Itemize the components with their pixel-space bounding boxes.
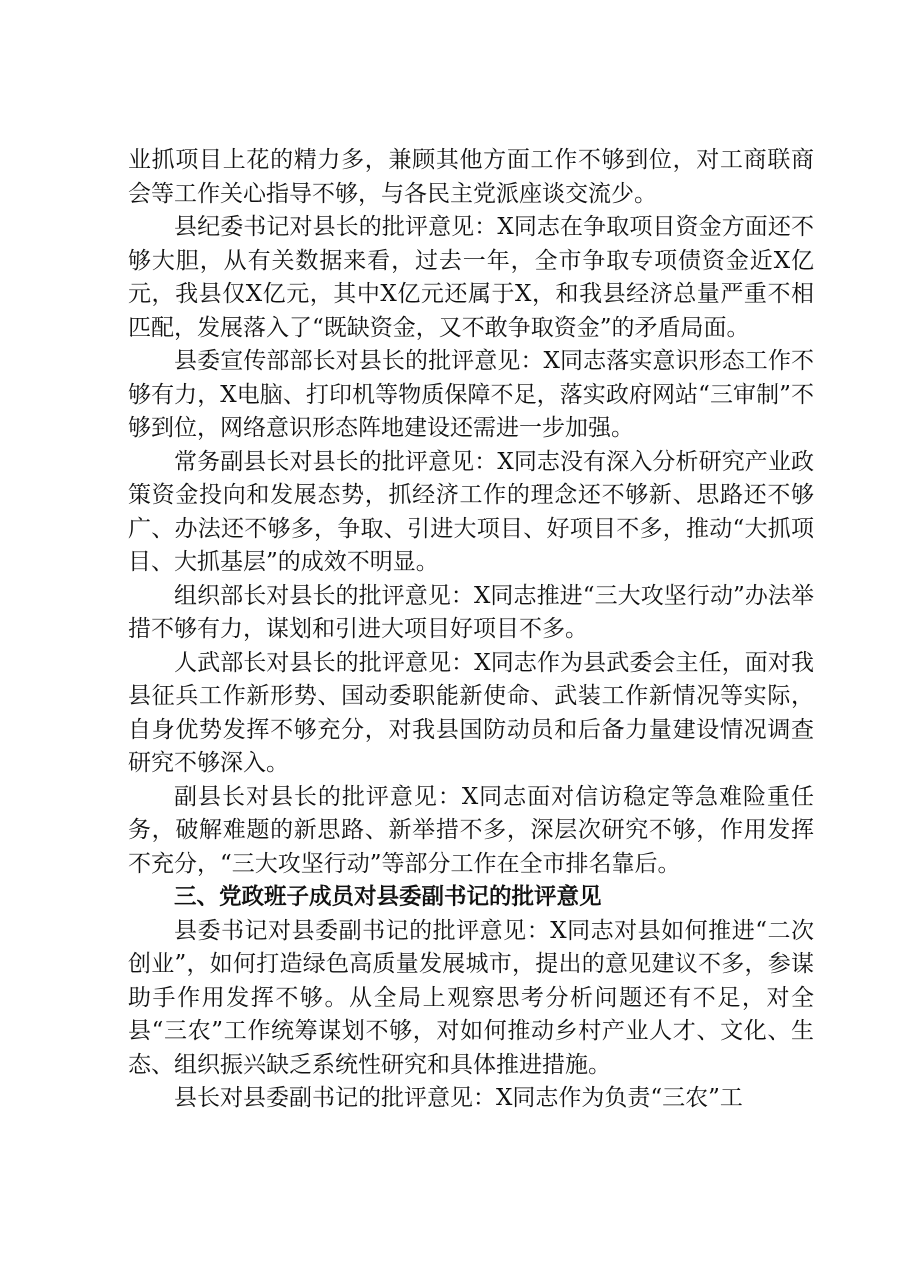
paragraph: 县委书记对县委副书记的批评意见：X同志对县如何推进“二次创业”，如何打造绿色高质量发展城市，提出的意见建议不多，参谋助手作用发挥不够。从全局上观察思考分析问题还有不足，对全县“三农”工作统筹谋划不够，对如何推动乡村产业人才、文化、生态、组织振兴缺乏系统性研究和具体推进措施。 [128, 917, 814, 1078]
paragraph: 县委宣传部部长对县长的批评意见：X同志落实意识形态工作不够有力，X电脑、打印机等物质保障不足，落实政府网站“三审制”不够到位，网络意识形态阵地建设还需进一步加强。 [128, 348, 814, 441]
paragraph: 人武部长对县长的批评意见：X同志作为县武委会主任，面对我县征兵工作新形势、国动委职能新使命、武装工作新情况等实际，自身优势发挥不够充分，对我县国防动员和后备力量建设情况调查研究不够深入。 [128, 649, 814, 776]
paragraph: 副县长对县长的批评意见：X同志面对信访稳定等急难险重任务，破解难题的新思路、新举措不多，深层次研究不够，作用发挥不充分，“三大攻坚行动”等部分工作在全市排名靠后。 [128, 783, 814, 877]
paragraph: 常务副县长对县长的批评意见：X同志没有深入分析研究产业政策资金投向和发展态势，抓经济工作的理念还不够新、思路还不够广、办法还不够多，争取、引进大项目、好项目不多，推动“大抓项目、大抓基层”的成效不明显。 [128, 448, 814, 575]
paragraph: 县长对县委副书记的批评意见：X同志作为负责“三农”工 [174, 1085, 743, 1111]
paragraph: 业抓项目上花的精力多，兼顾其他方面工作不够到位，对工商联商会等工作关心指导不够，与各民主党派座谈交流少。 [128, 147, 814, 207]
paragraph: 县纪委书记对县长的批评意见：X同志在争取项目资金方面还不够大胆，从有关数据来看，过去一年，全市争取专项债资金近X亿元，我县仅X亿元，其中X亿元还属于X，和我县经济总量严重不相匹配，发展落入了“既缺资金，又不敢争取资金”的矛盾局面。 [128, 214, 814, 341]
document-body [128, 144, 814, 1116]
paragraph: 组织部长对县长的批评意见：X同志推进“三大攻坚行动”办法举措不够有力，谋划和引进大项目好项目不多。 [128, 582, 814, 642]
section-heading: 三、党政班子成员对县委副书记的批评意见 [174, 884, 602, 910]
